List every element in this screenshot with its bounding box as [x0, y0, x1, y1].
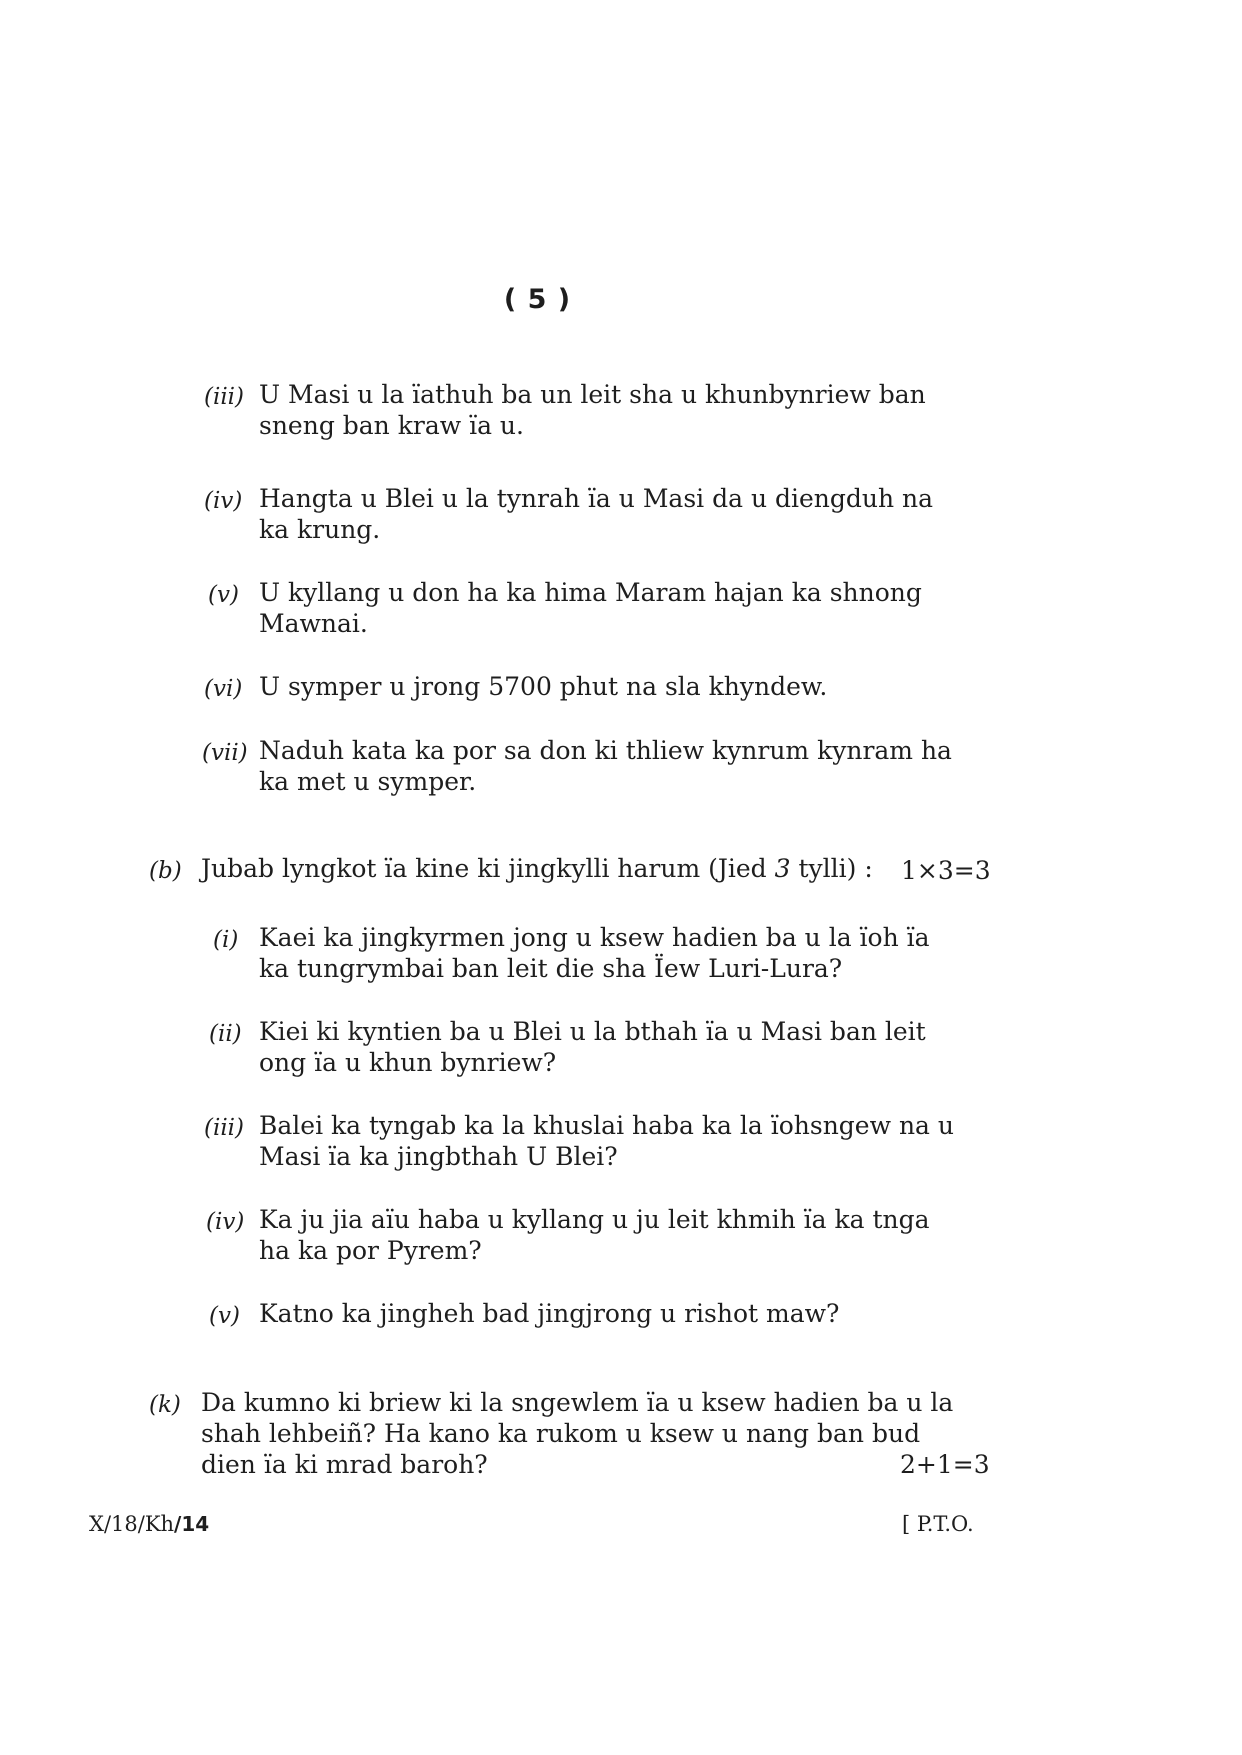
text-line: sneng ban kraw ïa u.	[259, 411, 524, 440]
section-prompt	[201, 853, 873, 884]
prompt-number: 3	[774, 854, 791, 883]
prompt-text: tylli) :	[790, 854, 873, 883]
paper-code-prefix: X/18/Kh	[89, 1512, 175, 1536]
item-number: (v)	[208, 582, 239, 608]
text-line: Ka ju jia aïu haba u kyllang u ju leit khmih ïa ka tnga	[259, 1205, 930, 1234]
text-line: ka tungrymbai ban leit die sha Ïew Luri-Lura?	[259, 954, 843, 983]
text-line: ka krung.	[259, 515, 381, 544]
page-number: ( 5 )	[503, 284, 572, 315]
item-number: (ii)	[209, 1021, 242, 1047]
item-text	[259, 671, 827, 702]
item-text	[259, 1298, 839, 1329]
section-label: (k)	[149, 1392, 181, 1418]
marks: 2+1=3	[900, 1450, 990, 1479]
item-number: (iv)	[204, 488, 243, 514]
prompt-text: Jubab lyngkot ïa kine ki jingkylli harum (Jied	[201, 854, 775, 883]
pto-label: [ P.T.O.	[902, 1512, 974, 1536]
text-line: U symper u jrong 5700 phut na sla khyndew.	[259, 672, 828, 701]
item-number: (iii)	[204, 1115, 245, 1141]
item-text	[259, 1204, 930, 1266]
text-line: U kyllang u don ha ka hima Maram hajan ka shnong	[259, 578, 922, 607]
text-line: U Masi u la ïathuh ba un leit sha u khunbynriew ban	[259, 380, 926, 409]
text-line: Naduh kata ka por sa don ki thliew kynrum kynram ha	[259, 736, 952, 765]
item-text	[259, 577, 922, 639]
text-line: Hangta u Blei u la tynrah ïa u Masi da u diengduh na	[259, 484, 934, 513]
item-number: (v)	[209, 1303, 240, 1329]
section-label: (b)	[149, 858, 182, 884]
item-text	[259, 1110, 954, 1172]
item-number: (i)	[213, 927, 239, 953]
item-text	[259, 379, 926, 441]
paper-code	[89, 1512, 209, 1536]
text-line: Masi ïa ka jingbthah U Blei?	[259, 1142, 618, 1171]
item-text	[259, 922, 930, 984]
text-line: Kaei ka jingkyrmen jong u ksew hadien ba u la ïoh ïa	[259, 923, 930, 952]
text-line: Balei ka tyngab ka la khuslai haba ka la ïohsngew na u	[259, 1111, 954, 1140]
item-number: (iv)	[206, 1209, 245, 1235]
item-number: (vii)	[202, 740, 248, 766]
text-line: ha ka por Pyrem?	[259, 1236, 482, 1265]
text-line: dien ïa ki mrad baroh?	[201, 1450, 488, 1479]
text-line: Mawnai.	[259, 609, 368, 638]
text-line: Da kumno ki briew ki la sngewlem ïa u ksew hadien ba u la	[201, 1388, 954, 1417]
section-prompt	[201, 1387, 953, 1480]
item-text	[259, 735, 952, 797]
text-line: Katno ka jingheh bad jingjrong u rishot maw?	[259, 1299, 840, 1328]
text-line: shah lehbeiñ? Ha kano ka rukom u ksew u nang ban bud	[201, 1419, 921, 1448]
item-number: (iii)	[204, 384, 245, 410]
item-text	[259, 483, 933, 545]
item-text	[259, 1016, 926, 1078]
paper-code-suffix: /14	[174, 1512, 210, 1536]
marks: 1×3=3	[901, 856, 991, 885]
text-line: ong ïa u khun bynriew?	[259, 1048, 557, 1077]
text-line: Kiei ki kyntien ba u Blei u la bthah ïa u Masi ban leit	[259, 1017, 926, 1046]
item-number: (vi)	[204, 676, 243, 702]
text-line: ka met u symper.	[259, 767, 477, 796]
